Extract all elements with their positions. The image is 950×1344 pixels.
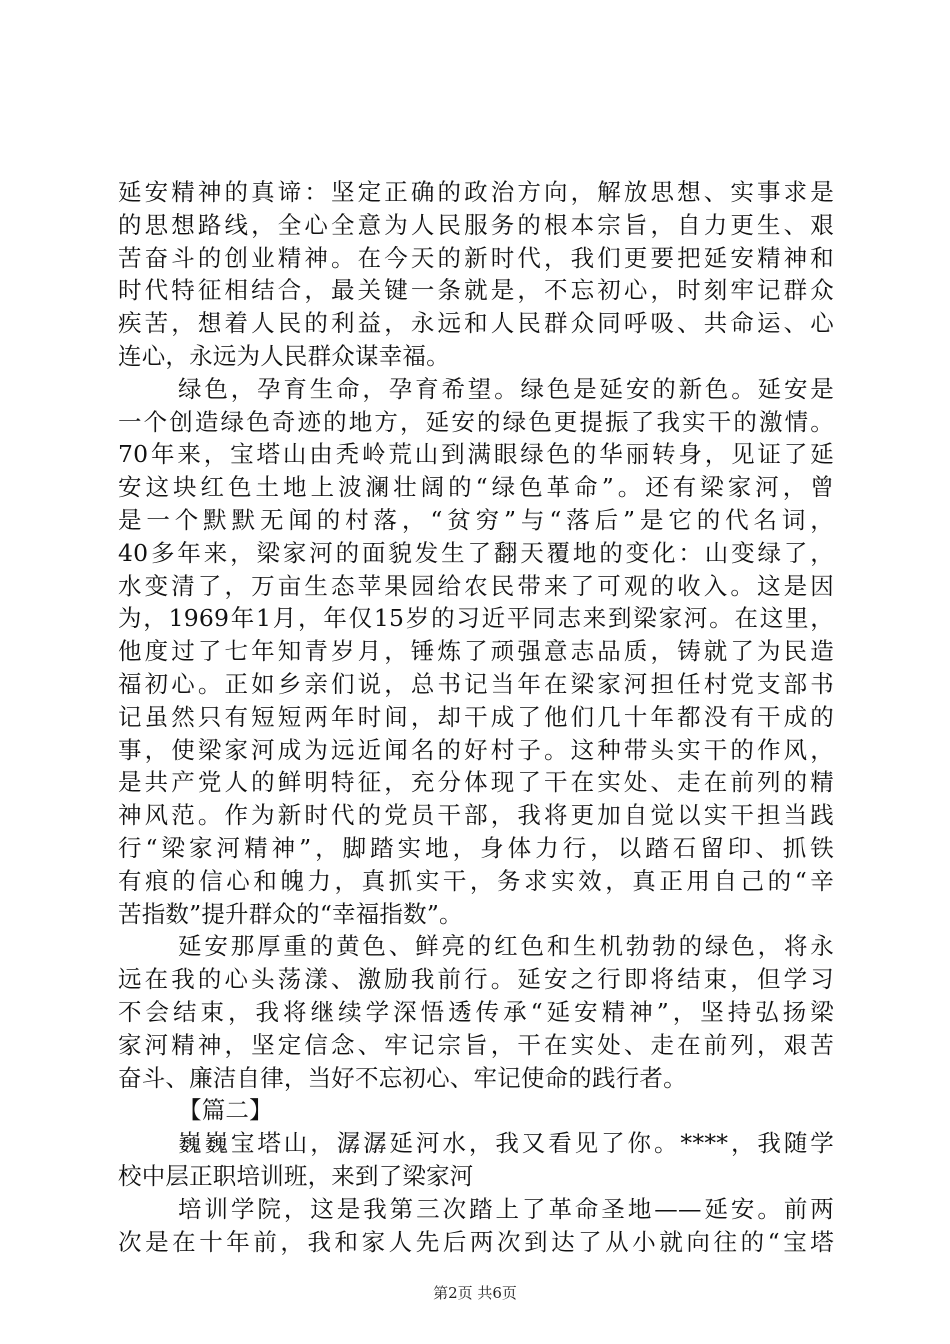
text-line: 家河精神，坚定信念、牢记宗旨，干在实处、走在前列，艰苦 (118, 1030, 834, 1059)
text-line: 奋斗、廉洁自律，当好不忘初心、牢记使命的践行者。 (118, 1063, 687, 1092)
text-line: 是共产党人的鲜明特征，充分体现了干在实处、走在前列的精 (118, 768, 834, 797)
text-line: 水变清了，万亩生态苹果园给农民带来了可观的收入。这是因 (118, 571, 834, 600)
text-line: 他度过了七年知青岁月，锤炼了顽强意志品质，铸就了为民造 (118, 637, 834, 666)
text-line: 【篇二】 (178, 1096, 273, 1125)
text-line: 疾苦，想着人民的利益，永远和人民群众同呼吸、共命运、心 (118, 309, 834, 338)
text-line: 70年来，宝塔山由秃岭荒山到满眼绿色的华丽转身，见证了延 (118, 440, 834, 469)
text-line: 福初心。正如乡亲们说，总书记当年在梁家河担任村党支部书 (118, 669, 834, 698)
text-line: 安这块红色土地上波澜壮阔的“绿色革命”。还有梁家河，曾 (118, 473, 834, 502)
text-line: 记虽然只有短短两年时间，却干成了他们几十年都没有干成的 (118, 702, 834, 731)
text-line: 神风范。作为新时代的党员干部，我将更加自觉以实干担当践 (118, 801, 834, 830)
text-line: 一个创造绿色奇迹的地方，延安的绿色更提振了我实干的激情。 (118, 407, 834, 436)
text-line: 连心，永远为人民群众谋幸福。 (118, 341, 450, 370)
text-line: 培训学院，这是我第三次踏上了革命圣地——延安。前两 (178, 1194, 834, 1223)
page-footer: 第2页 共6页 (433, 1284, 517, 1302)
text-line: 有痕的信心和魄力，真抓实干，务求实效，真正用自己的“辛 (118, 866, 834, 895)
text-line: 延安精神的真谛：坚定正确的政治方向，解放思想、实事求是 (118, 178, 834, 206)
text-line: 校中层正职培训班，来到了梁家河 (118, 1161, 474, 1190)
text-line: 行“梁家河精神”，脚踏实地，身体力行，以踏石留印、抓铁 (118, 833, 834, 862)
text-line: 次是在十年前，我和家人先后两次到达了从小就向往的“宝塔 (118, 1227, 834, 1256)
text-line: 延安那厚重的黄色、鲜亮的红色和生机勃勃的绿色，将永 (178, 932, 834, 961)
text-line: 的思想路线，全心全意为人民服务的根本宗旨，自力更生、艰 (118, 210, 834, 239)
text-line: 绿色，孕育生命，孕育希望。绿色是延安的新色。延安是 (178, 374, 834, 403)
text-line: 事，使梁家河成为远近闻名的好村子。这种带头实干的作风， (118, 735, 834, 764)
text-line: 苦奋斗的创业精神。在今天的新时代，我们更要把延安精神和 (118, 243, 834, 272)
text-line: 40多年来，梁家河的面貌发生了翻天覆地的变化：山变绿了， (118, 538, 834, 567)
text-line: 远在我的心头荡漾、激励我前行。延安之行即将结束，但学习 (118, 965, 834, 994)
text-line: 不会结束，我将继续学深悟透传承“延安精神”，坚持弘扬梁 (118, 997, 834, 1026)
text-line: 巍巍宝塔山，潺潺延河水，我又看见了你。****，我随学 (178, 1129, 834, 1158)
text-line: 是一个默默无闻的村落，“贫穷”与“落后”是它的代名词， (118, 505, 834, 534)
text-line: 苦指数”提升群众的“幸福指数”。 (118, 899, 463, 928)
text-line: 为，1969年1月，年仅15岁的习近平同志来到梁家河。在这里， (118, 604, 834, 633)
text-line: 时代特征相结合，最关键一条就是，不忘初心，时刻牢记群众 (118, 276, 834, 305)
document-body (118, 176, 834, 1258)
